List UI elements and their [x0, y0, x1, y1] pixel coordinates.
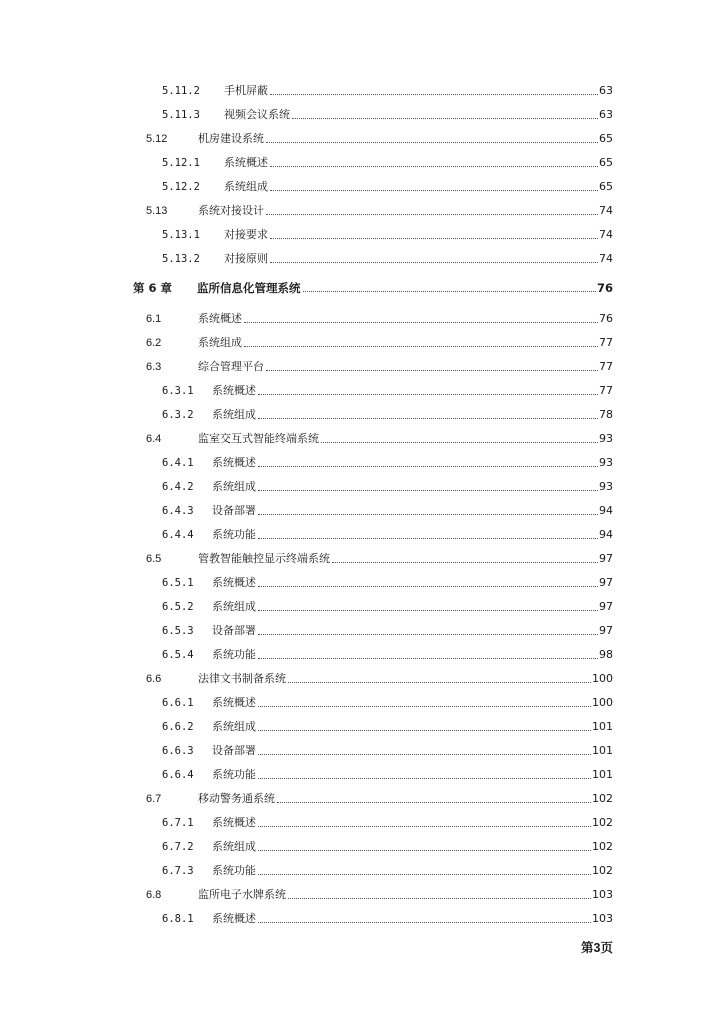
toc-entry[interactable] — [162, 766, 613, 784]
toc-entry[interactable] — [162, 814, 613, 832]
toc-entry[interactable] — [162, 622, 613, 640]
toc-entry-title: 系统组成 — [212, 600, 256, 613]
toc-entry-title: 视频会议系统 — [224, 108, 290, 121]
toc-entry-page: 102 — [592, 840, 613, 853]
toc-entry-title: 对接要求 — [224, 228, 268, 241]
dot-leader — [258, 718, 591, 731]
toc-entry-number: 6.6.3 — [162, 745, 194, 757]
toc-entry-page: 100 — [592, 696, 613, 709]
toc-entry-number: 5.13.2 — [162, 253, 200, 265]
dot-leader — [277, 790, 591, 803]
toc-entry-title: 系统概述 — [198, 312, 242, 325]
toc-entry-number: 6.6.1 — [162, 697, 194, 709]
toc-entry-title: 系统概述 — [212, 576, 256, 589]
toc-entry[interactable] — [162, 718, 613, 736]
toc-entry-page: 77 — [599, 384, 613, 397]
dot-leader — [270, 178, 598, 191]
dot-leader — [332, 550, 598, 563]
toc-entry-title: 系统功能 — [212, 648, 256, 661]
toc-entry-number: 6.5.3 — [162, 625, 194, 637]
toc-entry-title: 综合管理平台 — [198, 360, 264, 373]
toc-entry-page: 102 — [592, 864, 613, 877]
toc-entry-title: 系统概述 — [224, 156, 268, 169]
dot-leader — [270, 82, 598, 95]
toc-entry-number: 6.6.4 — [162, 769, 194, 781]
toc-entry-page: 76 — [599, 312, 613, 325]
dot-leader — [292, 106, 598, 119]
toc-entry-title: 系统组成 — [212, 408, 256, 421]
toc-entry-title: 法律文书制备系统 — [198, 672, 286, 685]
toc-entry-number: 6.7 — [146, 793, 162, 805]
toc-entry-title: 管教智能触控显示终端系统 — [198, 552, 330, 565]
toc-entry[interactable] — [146, 886, 613, 904]
toc-entry[interactable] — [162, 478, 613, 496]
toc-entry-number: 5.12 — [146, 133, 168, 145]
toc-entry-number: 6.1 — [146, 313, 162, 325]
toc-entry-page: 93 — [599, 480, 613, 493]
toc-entry-title: 系统概述 — [212, 912, 256, 925]
toc-entry-number: 6.3 — [146, 361, 162, 373]
toc-entry[interactable] — [162, 742, 613, 760]
toc-entry-page: 63 — [599, 108, 613, 121]
dot-leader — [270, 154, 598, 167]
dot-leader — [244, 310, 598, 323]
toc-entry-number: 6.4.3 — [162, 505, 194, 517]
toc-entry-title: 机房建设系统 — [198, 132, 264, 145]
toc-entry-title: 系统概述 — [212, 384, 256, 397]
toc-entry[interactable] — [162, 862, 613, 880]
dot-leader — [258, 502, 598, 515]
toc-entry-number: 5.11.2 — [162, 85, 200, 97]
toc-entry-page: 74 — [599, 252, 613, 265]
toc-entry-page: 74 — [599, 228, 613, 241]
dot-leader — [270, 226, 598, 239]
toc-entry-page: 102 — [592, 792, 613, 805]
dot-leader — [258, 478, 598, 491]
toc-entry[interactable] — [146, 358, 613, 376]
toc-entry-title: 系统组成 — [212, 840, 256, 853]
toc-entry-number: 6.4.1 — [162, 457, 194, 469]
toc-entry[interactable] — [162, 574, 613, 592]
toc-entry-page: 100 — [592, 672, 613, 685]
toc-entry-title: 系统概述 — [212, 816, 256, 829]
page-number: 第3页 — [581, 941, 613, 955]
toc-entry-number: 6.7.1 — [162, 817, 194, 829]
toc-entry-title: 监所信息化管理系统 — [197, 281, 301, 295]
toc-entry-page: 77 — [599, 336, 613, 349]
toc-entry-page: 78 — [599, 408, 613, 421]
toc-entry-number: 6.4.4 — [162, 529, 194, 541]
toc-entry[interactable] — [146, 202, 613, 220]
toc-entry[interactable] — [162, 502, 613, 520]
toc-entry[interactable] — [162, 694, 613, 712]
toc-entry-page: 63 — [599, 84, 613, 97]
toc-entry[interactable] — [162, 598, 613, 616]
toc-entry[interactable] — [162, 646, 613, 664]
toc-entry[interactable] — [146, 550, 613, 568]
toc-entry-page: 77 — [599, 360, 613, 373]
toc-entry[interactable] — [162, 82, 613, 100]
toc-entry-page: 65 — [599, 132, 613, 145]
toc-entry-number: 6.6 — [146, 673, 162, 685]
toc-entry-number: 6.8.1 — [162, 913, 194, 925]
toc-entry-number: 6.3.1 — [162, 385, 194, 397]
toc-entry-title: 设备部署 — [212, 504, 256, 517]
toc-entry[interactable] — [162, 250, 613, 268]
toc-entry-page: 102 — [592, 816, 613, 829]
toc-entry-number: 6.7.3 — [162, 865, 194, 877]
toc-entry-title: 系统组成 — [198, 336, 242, 349]
toc-entry-title: 系统对接设计 — [198, 204, 264, 217]
dot-leader — [258, 694, 591, 707]
toc-entry-title: 系统功能 — [212, 528, 256, 541]
toc-entry-page: 103 — [592, 912, 613, 925]
toc-entry[interactable] — [162, 382, 613, 400]
toc-entry-page: 94 — [599, 528, 613, 541]
toc-entry-page: 103 — [592, 888, 613, 901]
toc-entry-title: 系统组成 — [212, 480, 256, 493]
dot-leader — [258, 454, 598, 467]
toc-entry-title: 手机屏蔽 — [224, 84, 268, 97]
dot-leader — [270, 250, 598, 263]
toc-entry-title: 移动警务通系统 — [198, 792, 275, 805]
toc-entry-title: 对接原则 — [224, 252, 268, 265]
toc-entry-page: 97 — [599, 600, 613, 613]
toc-entry[interactable] — [146, 790, 613, 808]
toc-entry-page: 101 — [592, 768, 613, 781]
toc-entry-title: 系统组成 — [224, 180, 268, 193]
toc-entry-number: 6.2 — [146, 337, 162, 349]
toc-entry[interactable] — [162, 454, 613, 472]
toc-entry-title: 系统概述 — [212, 456, 256, 469]
toc-entry-page: 74 — [599, 204, 613, 217]
dot-leader — [258, 382, 598, 395]
toc-entry-title: 监室交互式智能终端系统 — [198, 432, 319, 445]
dot-leader — [258, 646, 598, 659]
toc-entry-title: 系统组成 — [212, 720, 256, 733]
toc-entry[interactable] — [162, 154, 613, 172]
dot-leader — [258, 862, 591, 875]
toc-entry-number: 6.5.2 — [162, 601, 194, 613]
toc-entry[interactable] — [146, 334, 613, 352]
toc-entry-number: 5.12.1 — [162, 157, 200, 169]
toc-entry-page: 65 — [599, 180, 613, 193]
toc-entry-number: 6.5 — [146, 553, 162, 565]
toc-entry-page: 101 — [592, 720, 613, 733]
toc-entry-title: 系统功能 — [212, 768, 256, 781]
dot-leader — [258, 598, 598, 611]
dot-leader — [288, 886, 591, 899]
toc-entry-number: 6.5.4 — [162, 649, 194, 661]
toc-entry-title: 设备部署 — [212, 624, 256, 637]
toc-entry-page: 65 — [599, 156, 613, 169]
dot-leader — [258, 910, 591, 923]
dot-leader — [258, 814, 591, 827]
toc-entry-number: 6.4 — [146, 433, 162, 445]
dot-leader — [258, 838, 591, 851]
toc-entry-number: 5.13 — [146, 205, 168, 217]
toc-entry[interactable] — [133, 279, 613, 297]
toc-entry-title: 系统功能 — [212, 864, 256, 877]
toc-entry-number: 6.3.2 — [162, 409, 194, 421]
toc-entry-number: 5.12.2 — [162, 181, 200, 193]
toc-entry-title: 系统概述 — [212, 696, 256, 709]
toc-entry-number: 6.4.2 — [162, 481, 194, 493]
dot-leader — [266, 358, 598, 371]
toc-entry-page: 93 — [599, 432, 613, 445]
dot-leader — [244, 334, 598, 347]
dot-leader — [258, 406, 598, 419]
toc-entry-page: 97 — [599, 552, 613, 565]
toc-entry[interactable] — [146, 130, 613, 148]
dot-leader — [258, 574, 598, 587]
toc-entry[interactable] — [162, 406, 613, 424]
dot-leader — [258, 526, 598, 539]
toc-entry[interactable] — [162, 106, 613, 124]
toc-entry-title: 设备部署 — [212, 744, 256, 757]
toc-entry-number: 6.7.2 — [162, 841, 194, 853]
toc-entry-number: 5.11.3 — [162, 109, 200, 121]
toc-entry[interactable] — [146, 430, 613, 448]
toc-entry[interactable] — [162, 226, 613, 244]
toc-entry[interactable] — [146, 310, 613, 328]
toc-entry[interactable] — [162, 178, 613, 196]
toc-entry[interactable] — [162, 910, 613, 928]
toc-entry-title: 监所电子水牌系统 — [198, 888, 286, 901]
toc-entry-page: 93 — [599, 456, 613, 469]
dot-leader — [266, 202, 598, 215]
toc-entry-page: 97 — [599, 576, 613, 589]
toc-entry[interactable] — [162, 838, 613, 856]
toc-entry[interactable] — [146, 670, 613, 688]
dot-leader — [258, 622, 598, 635]
dot-leader — [258, 742, 591, 755]
toc-entry[interactable] — [162, 526, 613, 544]
toc-entry-number: 第 6 章 — [133, 281, 173, 295]
toc-entry-number: 5.13.1 — [162, 229, 200, 241]
toc-entry-number: 6.5.1 — [162, 577, 194, 589]
toc-entry-number: 6.6.2 — [162, 721, 194, 733]
dot-leader — [303, 279, 596, 292]
dot-leader — [321, 430, 598, 443]
toc-entry-page: 101 — [592, 744, 613, 757]
dot-leader — [258, 766, 591, 779]
dot-leader — [288, 670, 591, 683]
toc-entry-page: 98 — [599, 648, 613, 661]
toc-entry-page: 76 — [596, 281, 613, 295]
toc-entry-page: 97 — [599, 624, 613, 637]
toc-entry-number: 6.8 — [146, 889, 162, 901]
toc-entry-page: 94 — [599, 504, 613, 517]
dot-leader — [266, 130, 598, 143]
